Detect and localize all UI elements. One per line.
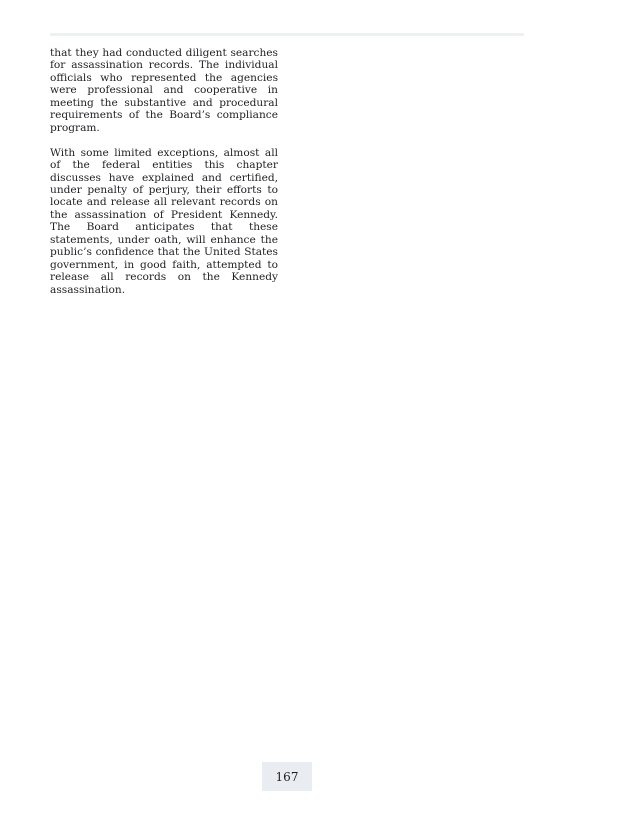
- paragraph-continuation: that they had conducted diligent searches for assassination records. The individual officials who represented the agencies were professional and cooperative in meeting the substantive and procedural requirements of the Board’s compliance program.: [50, 47, 278, 134]
- text-column: [50, 47, 278, 296]
- header-rule: [50, 33, 524, 36]
- page-number: 167: [262, 762, 312, 791]
- paragraph-summary: With some limited exceptions, almost all of the federal entities this chapter discusses have explained and certified, under penalty of perjury, their efforts to locate and release all relevant records on the assassination of President Kennedy. The Board anticipates that these statements, under oath, will enhance the public’s confidence that the United States government, in good faith, attempted to release all records on the Kennedy assassination.: [50, 146, 278, 296]
